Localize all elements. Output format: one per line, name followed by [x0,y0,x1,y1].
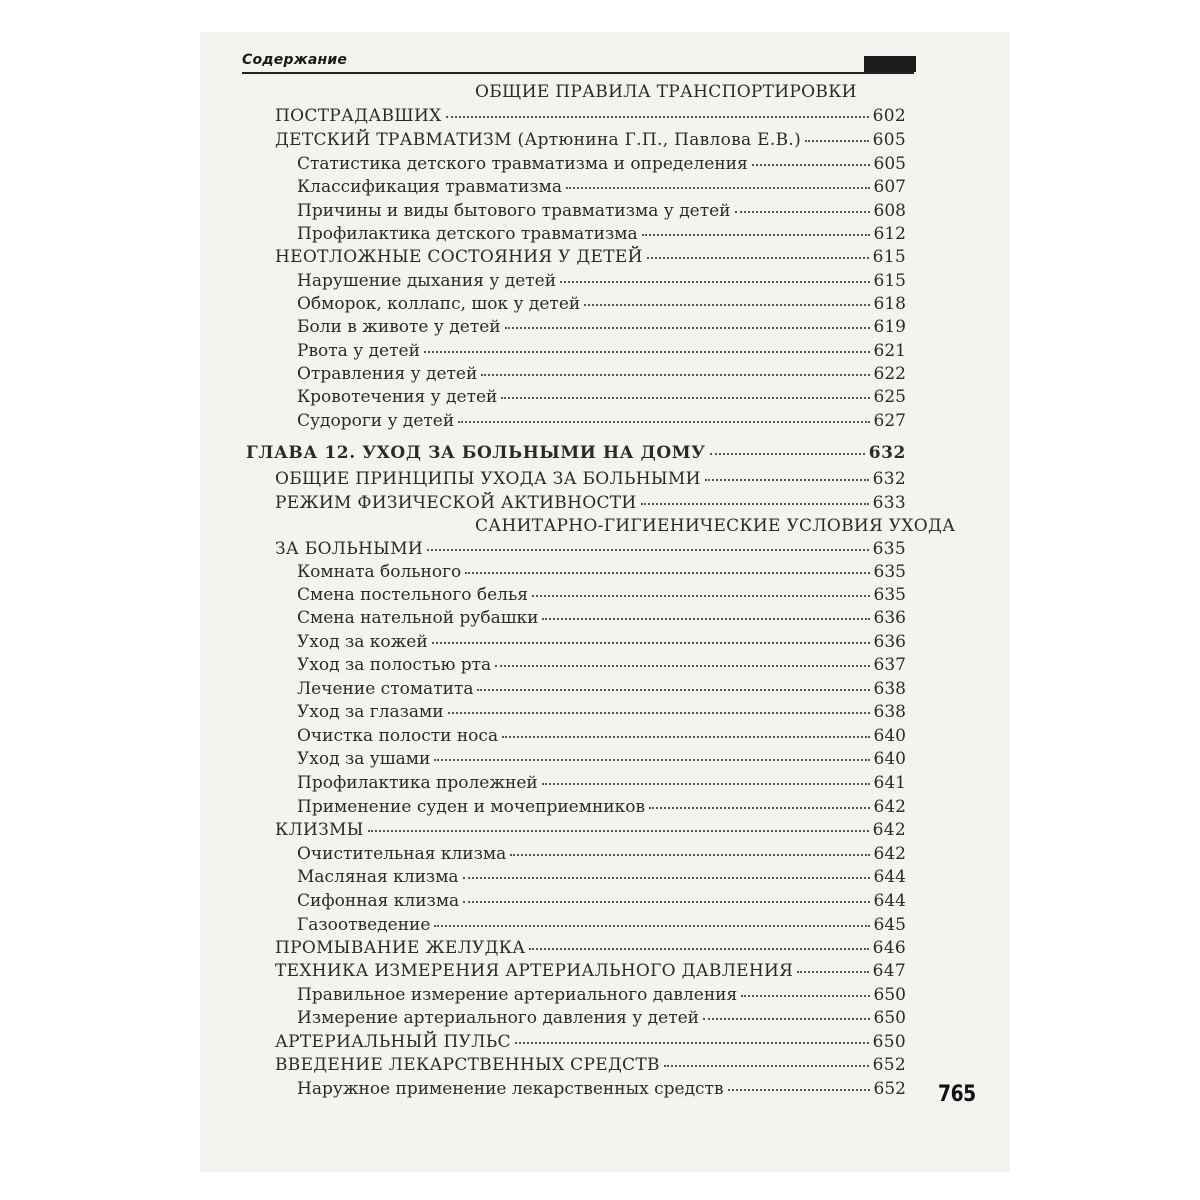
toc-entry [275,1053,906,1077]
toc-entry [297,1077,906,1101]
dot-leader [532,594,870,597]
toc-entry-title: Смена нательной рубашки [297,608,539,628]
toc-entry [297,842,906,866]
toc-entry [297,385,906,409]
dot-leader [458,420,869,423]
toc-entry [297,199,906,223]
toc-entry-page: 650 [873,985,906,1005]
toc-entry-title: Статистика детского травматизма и определения [297,154,748,174]
toc-entry [297,865,906,889]
toc-entry-page: 618 [873,294,906,314]
toc-entry [275,128,906,152]
dot-leader [642,233,870,236]
toc-entry [297,630,906,654]
dot-leader [741,994,869,997]
dot-leader [505,326,870,329]
toc-entry [297,913,906,937]
toc-entry [275,959,906,983]
toc-entry-page: 642 [872,820,906,840]
toc-entry-title: Рвота у детей [297,341,420,361]
toc-entry [297,222,906,246]
toc-entry-page: 602 [872,106,906,126]
toc-entry-page: 650 [873,1008,906,1028]
toc-entry-title: ПОСТРАДАВШИХ [275,106,442,126]
dot-leader [805,139,869,142]
page-number: 765 [938,1082,976,1107]
toc-entry-page: 637 [873,655,906,675]
toc-entry [297,889,906,913]
toc-entry-title: РЕЖИМ ФИЗИЧЕСКОЙ АКТИВНОСТИ [275,493,637,513]
toc-entry-page: 636 [873,632,906,652]
toc-entry [297,292,906,316]
toc-entry [297,700,906,724]
toc-entry-title: ВВЕДЕНИЕ ЛЕКАРСТВЕННЫХ СРЕДСТВ [275,1055,660,1075]
toc-entry [297,747,906,771]
dot-leader [649,806,870,809]
dot-leader [477,688,869,691]
dot-leader [529,947,868,950]
toc-entry-title: Профилактика пролежней [297,773,538,793]
toc-entry [275,245,906,269]
toc-entry-page: 652 [873,1079,906,1099]
toc-entry-page: 638 [873,702,906,722]
toc-entry-page: 615 [873,271,906,291]
toc-entry-title: Кровотечения у детей [297,387,498,407]
dot-leader [368,829,869,832]
toc-entry-page: 644 [873,891,906,911]
dot-leader [427,548,869,551]
toc-entry [297,1006,906,1030]
dot-leader [560,280,869,283]
toc-entry-page: 642 [873,797,906,817]
dot-leader [647,256,869,259]
toc-entry-page: 640 [873,726,906,746]
toc-entry-page: 647 [872,961,906,981]
toc-entry-title: Уход за ушами [297,749,431,769]
dot-leader [481,373,869,376]
toc-entry-title: КЛИЗМЫ [275,820,364,840]
dot-leader [501,396,869,399]
toc-entry [297,409,906,433]
dot-leader [463,876,870,879]
header-title: Содержание [242,52,348,68]
toc-entry-title: Уход за полостью рта [297,655,492,675]
toc-entry [275,537,906,561]
dot-leader [566,186,870,189]
toc-entry-title: Уход за кожей [297,632,428,652]
toc-entry-title: НЕОТЛОЖНЫЕ СОСТОЯНИЯ У ДЕТЕЙ [275,247,643,267]
toc-entry-title: Применение суден и мочеприемников [297,797,646,817]
toc-entry [297,315,906,339]
toc-entry-page: 619 [873,317,906,337]
dot-leader [735,210,870,213]
toc-entry [297,583,906,607]
dot-leader [515,1041,869,1044]
dot-leader [446,115,869,118]
toc-entry [275,104,906,128]
toc-entry-page: 646 [872,938,906,958]
dot-leader [705,478,869,481]
dot-leader [542,782,870,785]
toc-entry-page: 644 [873,867,906,887]
toc-entry-title: Комната больного [297,562,462,582]
toc-entry [297,175,906,199]
toc-entry-page: 607 [873,177,906,197]
toc-entry-page: 632 [872,469,906,489]
toc-entry-page: 605 [872,130,906,150]
toc-entry-title: Наружное применение лекарственных средств [297,1079,724,1099]
toc-entry [297,677,906,701]
dot-leader [495,664,869,667]
toc-entry-page: 608 [873,201,906,221]
toc-entry [297,983,906,1007]
toc-entry-page: 641 [873,773,906,793]
toc-entry-title: ЗА БОЛЬНЫМИ [275,539,424,559]
dot-leader [432,641,870,644]
dot-leader [424,350,870,353]
toc-entry-title: Измерение артериального давления у детей [297,1008,699,1028]
running-header [242,54,914,74]
toc-entry-title: ДЕТСКИЙ ТРАВМАТИЗМ (Артюнина Г.П., Павлова Е.В.) [275,130,802,150]
toc-entry-page: 605 [873,154,906,174]
toc-entry-title: Уход за глазами [297,702,444,722]
toc-entry-page: 635 [872,539,906,559]
toc-entry-title: Очистительная клизма [297,844,507,864]
toc-entry-title: Смена постельного белья [297,585,528,605]
dot-leader [752,163,870,166]
toc-entry-page: 625 [873,387,906,407]
toc-entry [297,653,906,677]
toc-entry-page: 638 [873,679,906,699]
toc-entry [297,560,906,584]
toc-entry-title: Причины и виды бытового травматизма у детей [297,201,731,221]
toc-entry-title: Очистка полости носа [297,726,499,746]
toc-entry [297,724,906,748]
toc-entry-title: Классификация травматизма [297,177,562,197]
toc-entry-title: Нарушение дыхания у детей [297,271,557,291]
dot-leader [584,303,869,306]
toc-entry-title: Профилактика детского травматизма [297,224,638,244]
dot-leader [434,924,869,927]
toc-entry-page: 645 [873,915,906,935]
toc-entry-page: 640 [873,749,906,769]
dot-leader [502,735,869,738]
toc-entry-title: Сифонная клизма [297,891,460,911]
toc-entry [275,491,906,515]
dot-leader [664,1064,869,1067]
toc-entry-page: 633 [872,493,906,513]
dot-leader [463,900,869,903]
toc-entry-title: Масляная клизма [297,867,459,887]
toc-entry-page: 635 [873,562,906,582]
toc-entry-title: Судороги у детей [297,411,455,431]
toc-entry [275,1030,906,1054]
toc-entry: ОБЩИЕ ПРАВИЛА ТРАНСПОРТИРОВКИ [475,82,857,102]
toc-entry: САНИТАРНО-ГИГИЕНИЧЕСКИЕ УСЛОВИЯ УХОДА [475,516,956,536]
toc-entry-page: 650 [872,1032,906,1052]
toc-entry-title: АРТЕРИАЛЬНЫЙ ПУЛЬС [275,1032,511,1052]
toc-entry [275,467,906,491]
toc-entry-title: Боли в животе у детей [297,317,501,337]
toc-entry [275,936,906,960]
toc-entry-page: 622 [873,364,906,384]
toc-entry-title: Правильное измерение артериального давления [297,985,738,1005]
toc-entry-page: 612 [873,224,906,244]
toc-entry-title: ТЕХНИКА ИЗМЕРЕНИЯ АРТЕРИАЛЬНОГО ДАВЛЕНИЯ [275,961,794,981]
toc-entry-page: 627 [873,411,906,431]
toc-entry-page: 621 [873,341,906,361]
dot-leader [465,571,869,574]
toc-entry [297,339,906,363]
toc-entry-page: 642 [873,844,906,864]
toc-entry [297,795,906,819]
toc-entry-page: 652 [872,1055,906,1075]
toc-entry-page: 636 [873,608,906,628]
toc-entry [297,269,906,293]
dot-leader [797,970,868,973]
toc-entry-page: 635 [873,585,906,605]
toc-entry-title: Газоотведение [297,915,431,935]
toc-entry-title: ГЛАВА 12. УХОД ЗА БОЛЬНЫМИ НА ДОМУ [246,443,706,463]
toc-entry [297,771,906,795]
dot-leader [710,452,865,455]
dot-leader [641,502,869,505]
toc-entry-title: ПРОМЫВАНИЕ ЖЕЛУДКА [275,938,526,958]
toc-entry [297,606,906,630]
toc-entry-title: Обморок, коллапс, шок у детей [297,294,581,314]
toc-entry [297,152,906,176]
toc-entry-page: 632 [868,443,906,463]
toc-entry-title: Отравления у детей [297,364,478,384]
dot-leader [703,1017,870,1020]
dot-leader [510,853,869,856]
toc-entry [297,362,906,386]
toc-entry-title: ОБЩИЕ ПРИНЦИПЫ УХОДА ЗА БОЛЬНЫМИ [275,469,701,489]
dot-leader [542,617,869,620]
header-bar [864,56,916,72]
chapter-entry [246,441,906,465]
toc-entry-title: Лечение стоматита [297,679,474,699]
dot-leader [448,711,870,714]
dot-leader [434,758,869,761]
toc-entry [275,818,906,842]
toc-entry-page: 615 [872,247,906,267]
dot-leader [728,1088,870,1091]
